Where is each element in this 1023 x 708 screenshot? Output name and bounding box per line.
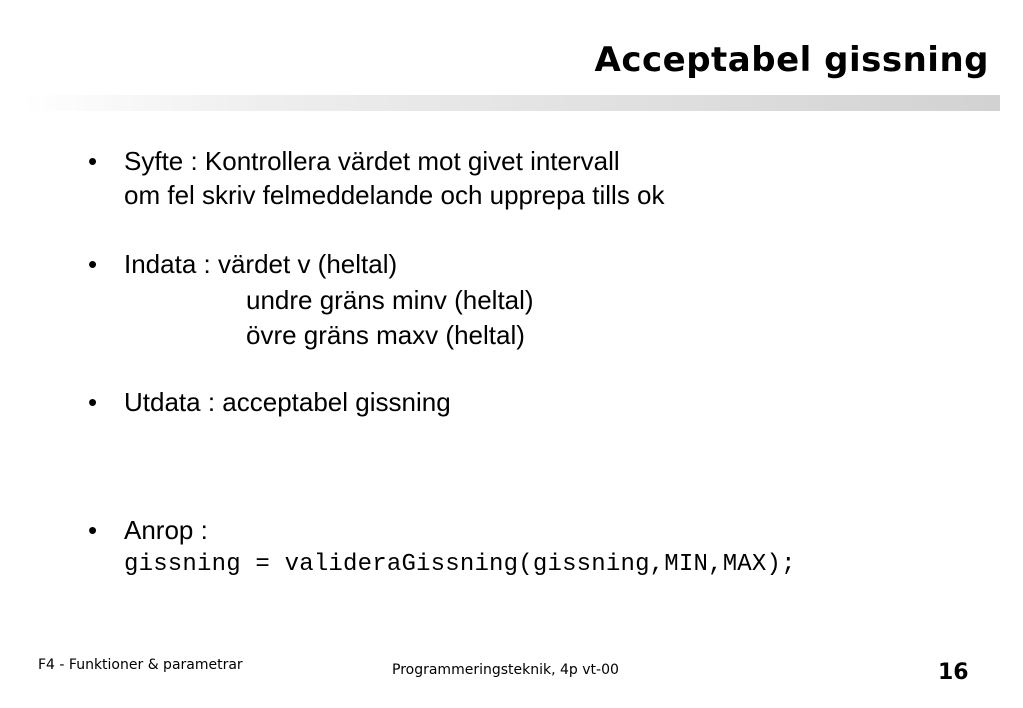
- output-line: Utdata : acceptabel gissning: [124, 387, 451, 417]
- input-line-2: undre gräns minv (heltal): [246, 285, 534, 315]
- call-line: Anrop :: [124, 515, 208, 545]
- slide-title: Acceptabel gissning: [594, 40, 989, 80]
- purpose-line-1: Syfte : Kontrollera värdet mot givet intervall: [124, 146, 620, 176]
- input-line-1: Indata : värdet v (heltal): [124, 249, 398, 279]
- bullet-marker: •: [88, 146, 98, 176]
- title-divider: [22, 95, 1000, 111]
- input-line-3: övre gräns maxv (heltal): [246, 320, 525, 350]
- bullet-marker: •: [88, 515, 98, 545]
- page-number: 16: [938, 660, 969, 685]
- footer-course-name: Programmeringsteknik, 4p vt-00: [392, 662, 619, 678]
- bullet-marker: •: [88, 249, 98, 279]
- footer-course-section: F4 - Funktioner & parametrar: [38, 657, 243, 673]
- purpose-line-2: om fel skriv felmeddelande och upprepa tills ok: [124, 180, 665, 210]
- bullet-marker: •: [88, 387, 98, 417]
- call-code: gissning = valideraGissning(gissning,MIN,MAX);: [124, 551, 796, 578]
